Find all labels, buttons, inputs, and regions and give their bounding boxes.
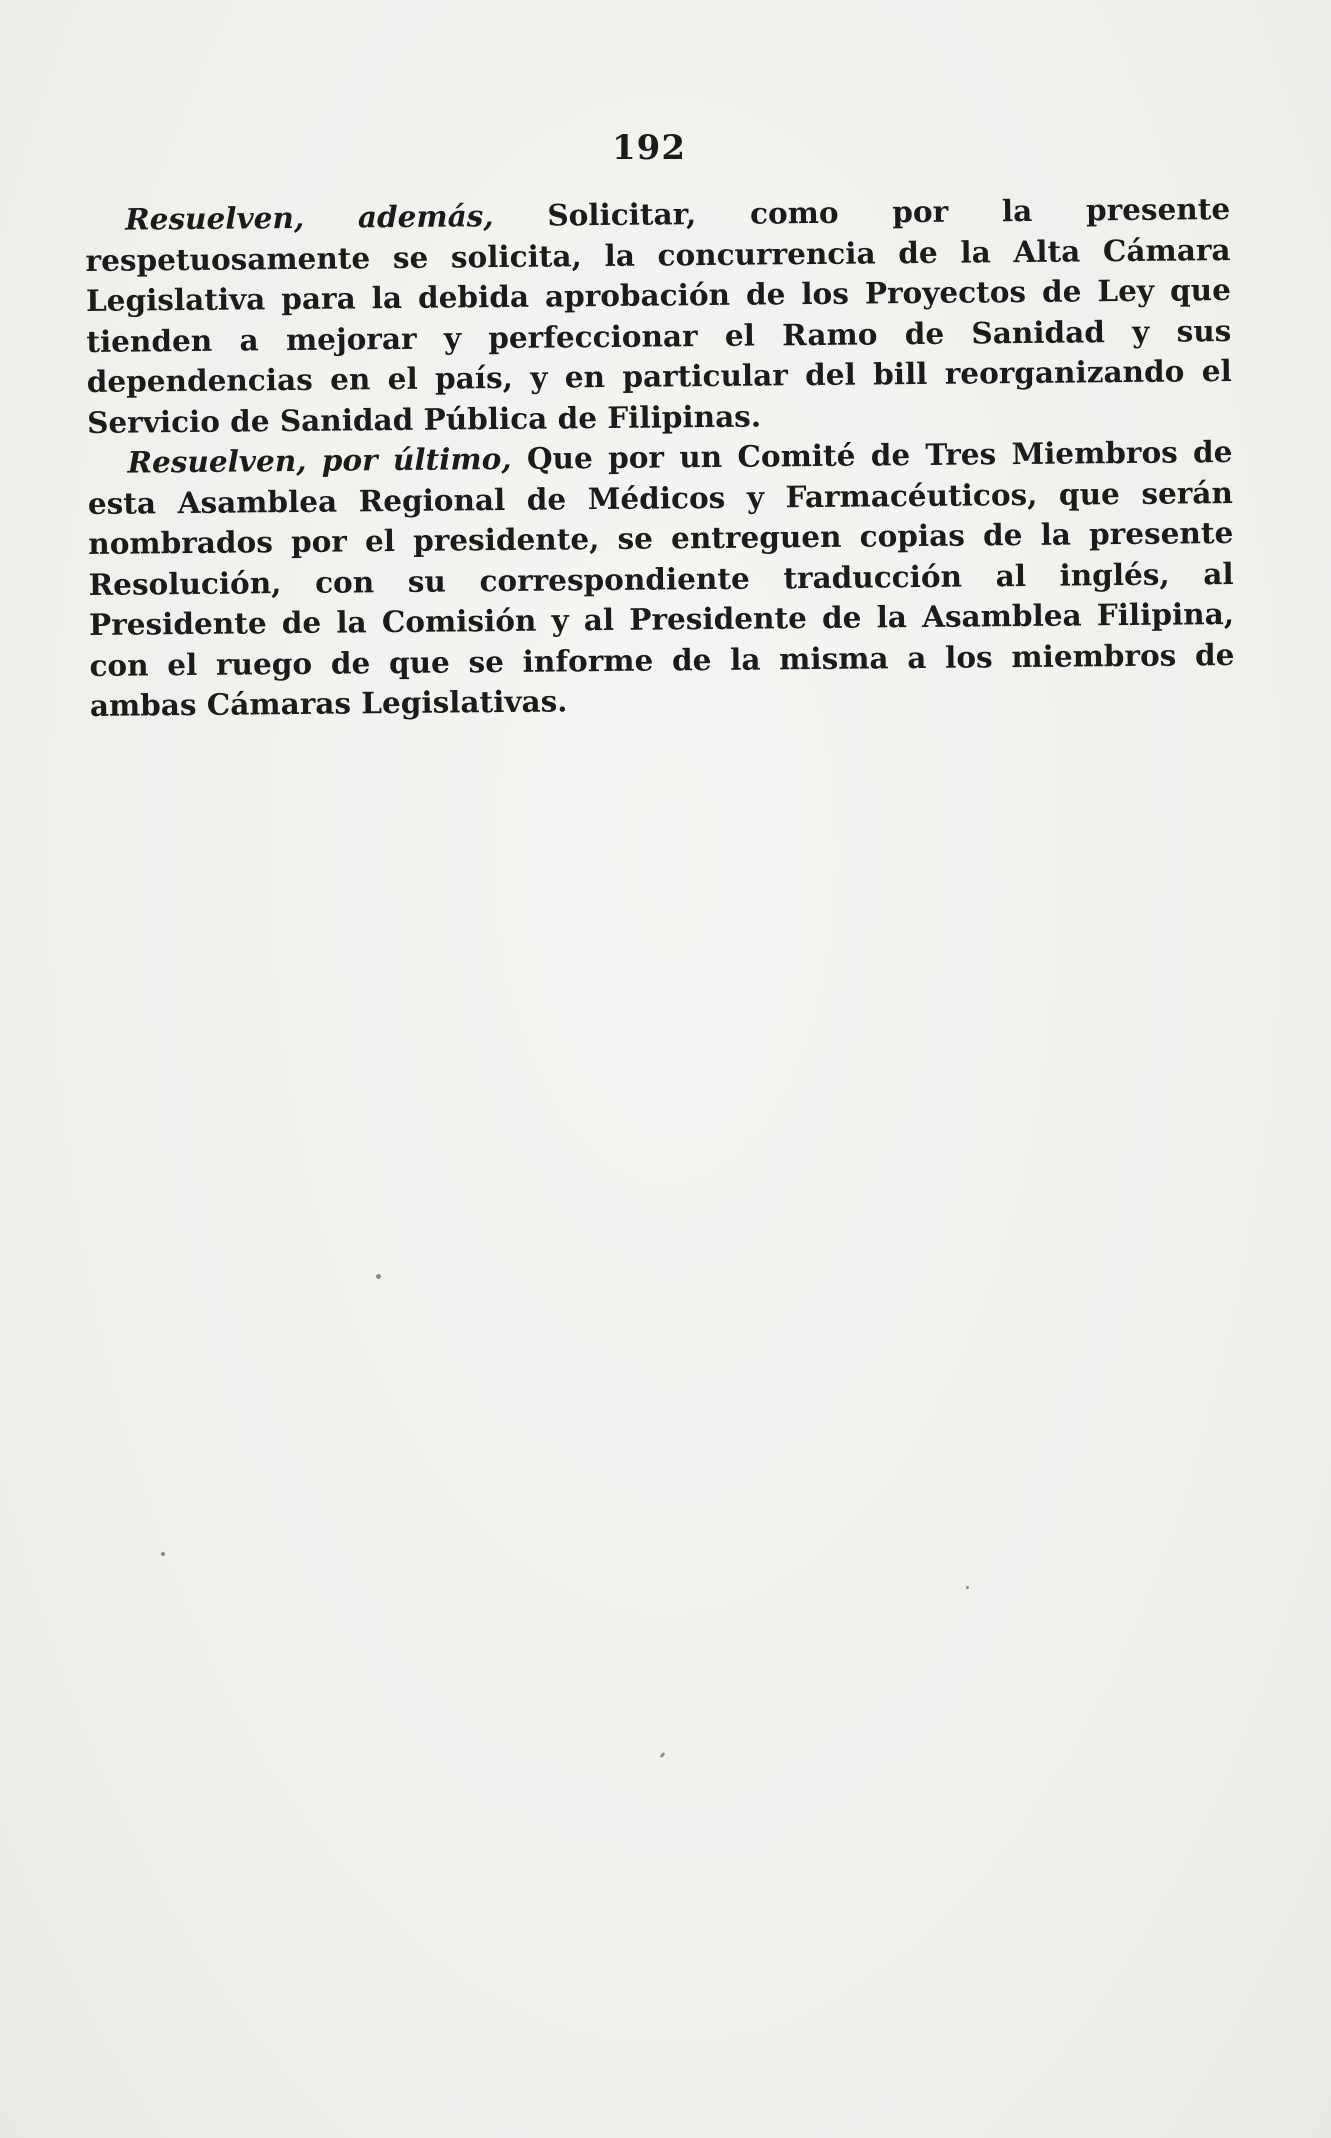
paper-speck: [161, 1552, 165, 1556]
paragraph-2: [87, 432, 1235, 726]
paper-speck: [966, 1586, 969, 1589]
paragraph-2-lead: Resuelven, por último,: [127, 440, 512, 480]
paragraph-2-text: Que por un Comité de Tres Miembros de esta Asamblea Regional de Médicos y Farmacéuticos, que serán nombrados por el presidente, se entreguen copias de la presente Resolución, con su correspondiente traducción al inglés, al Presidente de la Comisión y al Presidente de la Asamblea Filipina, con el ruego de que se informe de la misma a los miembros de ambas Cámaras Legislativas.: [87, 433, 1235, 723]
paper-speck: [659, 1752, 665, 1759]
page-number: 192: [612, 128, 686, 168]
paragraph-1-text: Solicitar, como por la presente respetuosamente se solicita, la concurrencia de la Alta Cámara Legislativa para la debida aprobación de los Proyectos de Ley que tienden a mejorar y perfeccionar el Ramo de Sanidad y sus dependencias en el país, y en particular del bill reorganizando el Servicio de Sanidad Pública de Filipinas.: [85, 191, 1232, 440]
paragraph-1: [85, 189, 1232, 443]
resolution-text: [85, 189, 1235, 726]
paragraph-1-lead: Resuelven, además,: [125, 198, 494, 237]
paper-speck: [376, 1274, 381, 1279]
